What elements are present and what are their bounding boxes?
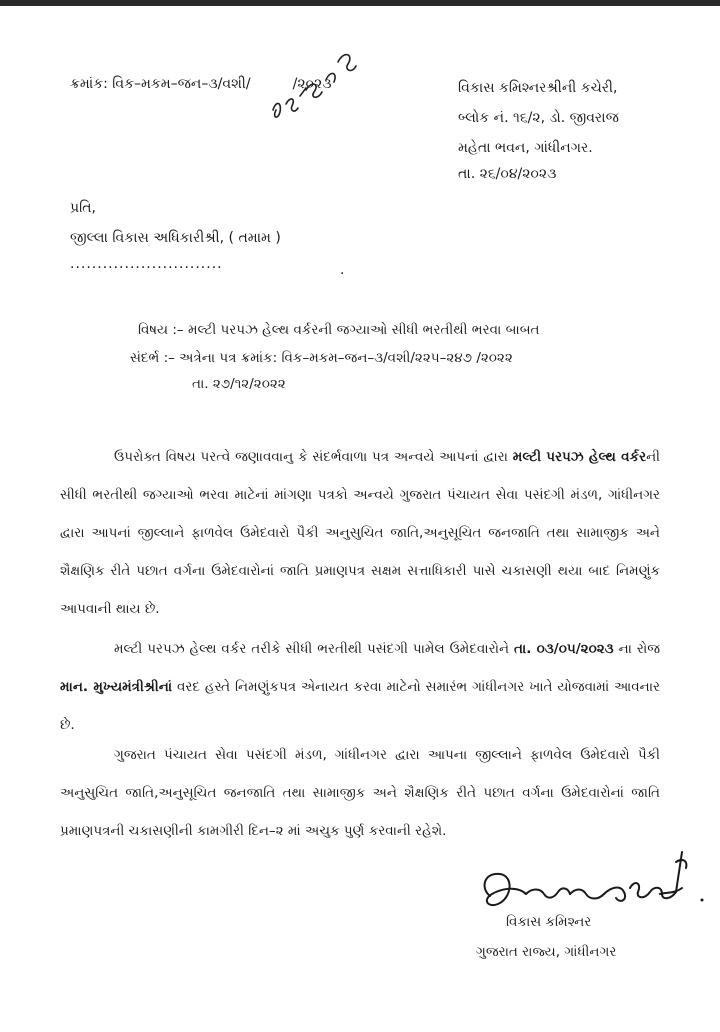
p2-mid: ના રોજ xyxy=(613,641,660,657)
reference-date: તા. ૨૭/૧૨/૨૦૨૨ xyxy=(192,376,286,392)
reference-year: /૨૦૨૩ xyxy=(292,76,332,92)
p3-text: ગુજરાત પંચાયત સેવા પસંદગી મંડળ, ગાંધીનગર દ્વારા આપના જીલ્લાને ફાળવેલ ઉમેદવારો પૈકી અનુસુચિત જાતિ,અનુસૂચિત જનજાતિ તથા સામાજીક અને શૈક્ષણિક રીતે પછાત વર્ગના ઉમેદવારોનાં જાતિ પ્રમાણપત્રની ચકાસણીની કામગીરી દિન–૨ માં અચુક પુર્ણ કરવાની રહેશે. xyxy=(60,747,660,839)
recipient-dots: ............................ xyxy=(70,256,223,272)
office-address-line2: બ્લોક નં. ૧૬/૨, ડો. જીવરાજ xyxy=(458,110,619,126)
handwritten-inward-number xyxy=(268,40,368,130)
recipient-to: પ્રતિ, xyxy=(70,200,96,216)
recipient-name: જીલ્લા વિકાસ અધિકારીશ્રી, ( તમામ ) xyxy=(70,230,281,246)
body-paragraph-2 xyxy=(60,630,660,744)
signatory-designation: વિકાસ કમિશ્નર xyxy=(506,914,592,930)
p1-bold-post: મલ્ટી પરપઝ હેલ્થ વર્કર xyxy=(512,449,647,465)
body-paragraph-3 xyxy=(60,736,660,850)
p2-chief-minister: માન. મુખ્યમંત્રીશ્રીનાં xyxy=(60,679,173,695)
office-address-line1: વિકાસ કમિશ્નરશ્રીની કચેરી, xyxy=(458,80,618,96)
reference-line: સંદર્ભ :– અત્રેના પત્ર ક્રમાંક: વિક–મકમ–જન–૩/વશી/૨૨૫–૨૪૭ /૨૦૨૨ xyxy=(130,350,513,366)
p1-end: ની સીધી ભરતીથી જગ્યાઓ ભરવા માટેનાં માંગણા પત્રકો અન્વયે ગુજરાત પંચાયત સેવા પસંદગી મંડળ, ગાંધીનગર દ્વારા આપનાં જીલ્લાને ફાળવેલ ઉમેદવારો પૈકી અનુસુચિત જાતિ,અનુસૂચિત જનજાતિ તથા સામાજીક અને શૈક્ષણિક રીતે પછાત વર્ગના ઉમેદવારોનાં જાતિ પ્રમાણપત્ર સક્ષમ સત્તાધિકારી પાસે ચકાસણી થયા બાદ નિમણુંક આપવાની થાય છે. xyxy=(60,449,660,617)
body-paragraph-1 xyxy=(60,438,660,628)
p2-ceremony-date: તા. ૦૩/૦૫/૨૦૨૩ xyxy=(513,641,614,657)
office-address-line3: મહેતા ભવન, ગાંધીનગર. xyxy=(458,140,593,156)
stray-mark: . xyxy=(340,262,345,278)
reference-prefix: ક્રમાંક: વિક–મકમ–જન–૩/વશી/ xyxy=(70,76,251,92)
signatory-location: ગુજરાત રાજ્ય, ગાંધીનગર xyxy=(476,944,617,960)
letter-date: તા. ૨૬/૦૪/૨૦૨૩ xyxy=(458,166,557,182)
p2-start: મલ્ટી પરપઝ હેલ્થ વર્કર તરીકે સીધી ભરતીથી પસંદગી પામેલ ઉમેદવારોને xyxy=(114,641,514,657)
p2-end: વરદ હસ્તે નિમણુંકપત્ર એનાયત કરવા માટેનો સમારંભ ગાંધીનગર ખાતે યોજવામાં આવનાર છે. xyxy=(60,679,660,733)
subject-line: વિષય :– મલ્ટી પરપઝ હેલ્થ વર્કરની જગ્યાઓ સીધી ભરતીથી ભરવા બાબત xyxy=(138,322,540,338)
p1-start: ઉપરોક્ત વિષય પરત્વે જણાવવાનુ કે સંદર્ભવાળા પત્ર અન્વયે આપનાં દ્વારા xyxy=(114,449,513,465)
